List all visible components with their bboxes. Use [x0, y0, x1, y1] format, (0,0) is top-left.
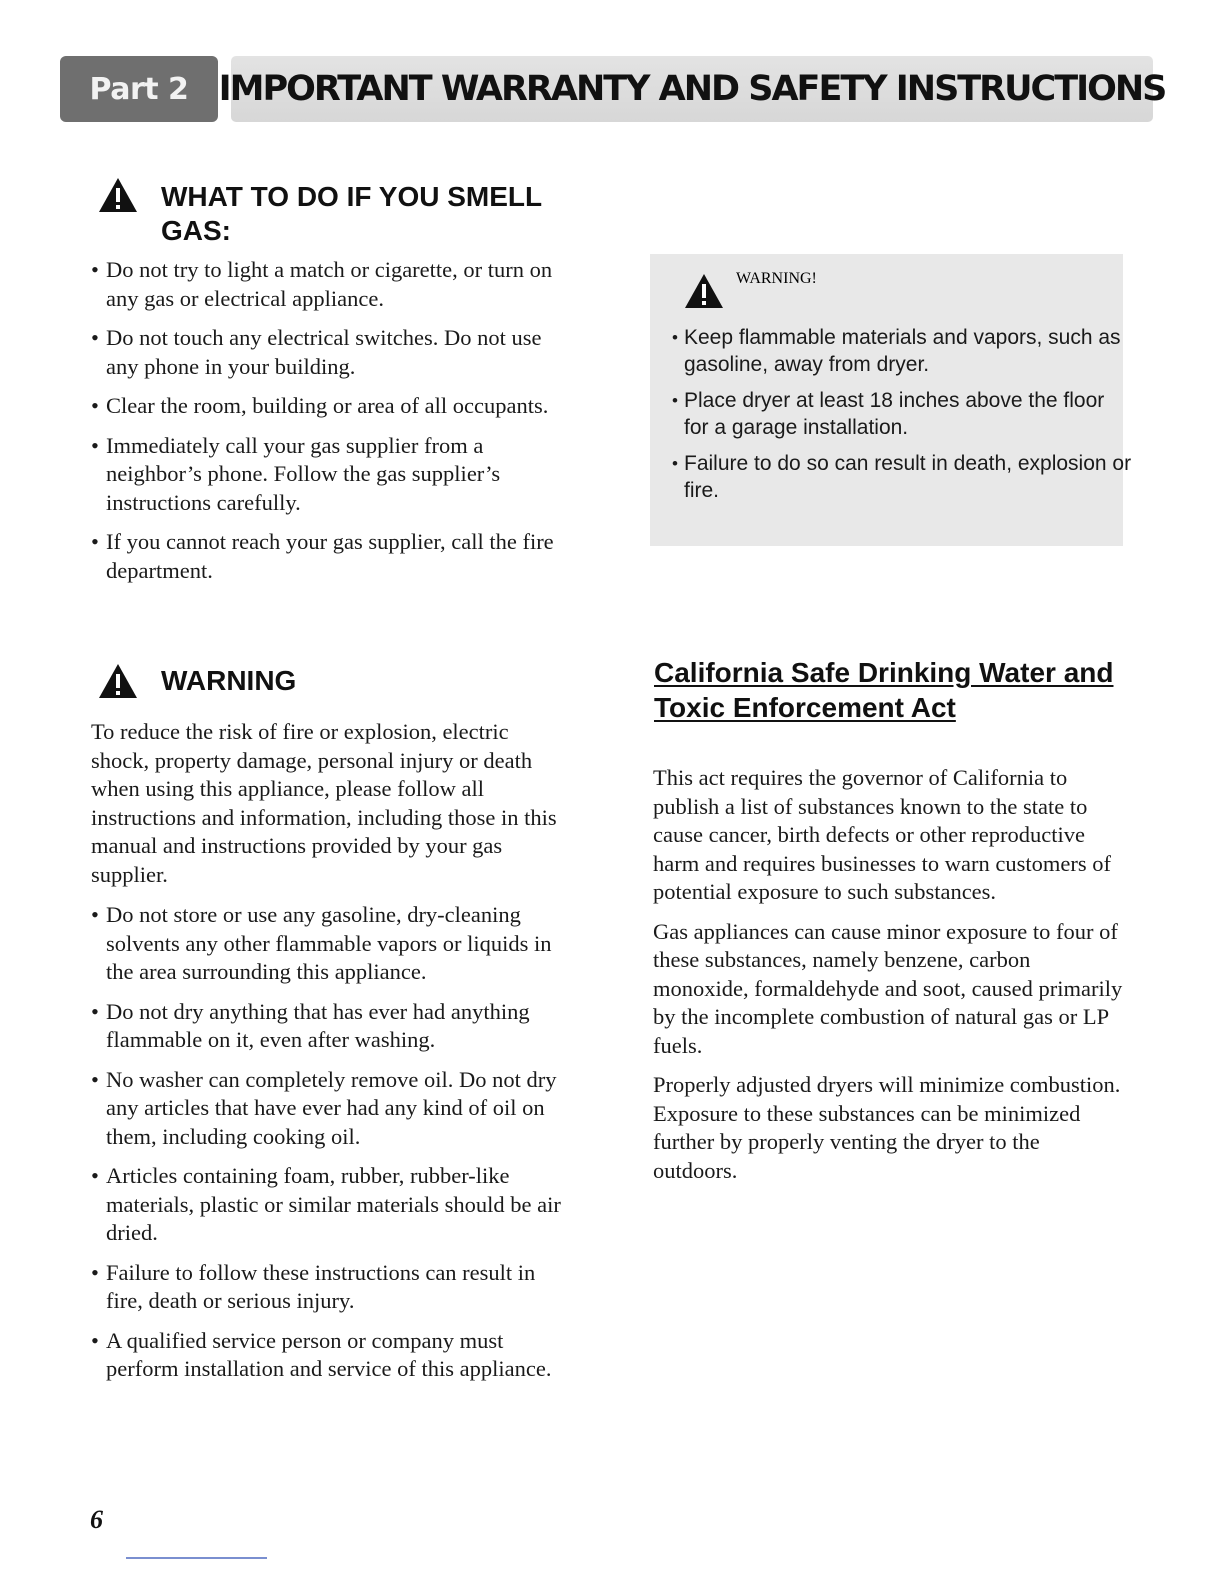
warning-triangle-icon — [683, 272, 725, 310]
warning-box-title: WARNING! — [736, 270, 817, 287]
paragraph: Gas appliances can cause minor exposure to four of these substances, namely benzene, carbon monoxide, formaldehyde and soot, caused primarily by the incomplete combustion of natural gas or LP fuels. — [653, 918, 1123, 1058]
page-number: 6 — [90, 1505, 103, 1534]
list-item: • Do not store or use any gasoline, dry-cleaning solvents any other flammable vapors or liquids in the area surrounding this appliance. — [91, 901, 563, 987]
title-bar — [218, 56, 1166, 122]
list-item: • Articles containing foam, rubber, rubber-like materials, plastic or similar materials should be air dried. — [91, 1162, 563, 1248]
list-item: • Failure to do so can result in death, explosion or fire. — [672, 451, 1132, 504]
gas-instructions-list — [91, 256, 563, 585]
list-item: • If you cannot reach your gas supplier, call the fire department. — [91, 528, 563, 585]
paragraph: This act requires the governor of California to publish a list of substances known to the state to cause cancer, birth defects or other reproductive harm and requires businesses to warn customers of potential exposure to such substances. — [653, 765, 1112, 904]
list-item: • Do not dry anything that has ever had anything flammable on it, even after washing. — [91, 998, 563, 1055]
list-item: • Failure to follow these instructions can result in fire, death or serious injury. — [91, 1259, 563, 1316]
warning-heading: WARNING — [161, 665, 297, 696]
warning-list — [91, 901, 563, 1384]
warning-intro: To reduce the risk of fire or explosion, electric shock, property damage, personal injury or death when using this appliance, please follow all instructions and information, including those in this manual and instructions provided by your gas supplier. — [91, 719, 557, 887]
list-item: • A qualified service person or company must perform installation and service of this appliance. — [91, 1327, 563, 1384]
part-tab — [60, 56, 218, 122]
part-label: Part 2 — [89, 71, 189, 107]
warning-box-list — [672, 325, 1132, 514]
page-title: IMPORTANT WARRANTY AND SAFETY INSTRUCTIONS — [218, 69, 1166, 109]
paragraph: Properly adjusted dryers will minimize combustion. Exposure to these substances can be minimized further by properly venting the dryer to the outdoors. — [653, 1072, 1121, 1183]
warning-triangle-icon — [97, 176, 139, 214]
gas-heading: WHAT TO DO IF YOU SMELL GAS: — [161, 181, 542, 246]
california-body — [653, 764, 1125, 1185]
list-item: • Clear the room, building or area of all occupants. — [91, 392, 563, 421]
footer-divider — [126, 1557, 267, 1559]
list-item: • Do not try to light a match or cigarette, or turn on any gas or electrical appliance. — [91, 256, 563, 313]
list-item: • Do not touch any electrical switches. Do not use any phone in your building. — [91, 324, 563, 381]
list-item: • Keep flammable materials and vapors, such as gasoline, away from dryer. — [672, 325, 1132, 378]
list-item: • Immediately call your gas supplier from a neighbor’s phone. Follow the gas supplier’s instructions carefully. — [91, 432, 563, 518]
california-heading: California Safe Drinking Water and Toxic Enforcement Act — [654, 657, 1114, 723]
list-item: • Place dryer at least 18 inches above the floor for a garage installation. — [672, 388, 1132, 441]
warning-triangle-icon — [97, 662, 139, 700]
list-item: • No washer can completely remove oil. Do not dry any articles that have ever had any kind of oil on them, including cooking oil. — [91, 1066, 563, 1152]
